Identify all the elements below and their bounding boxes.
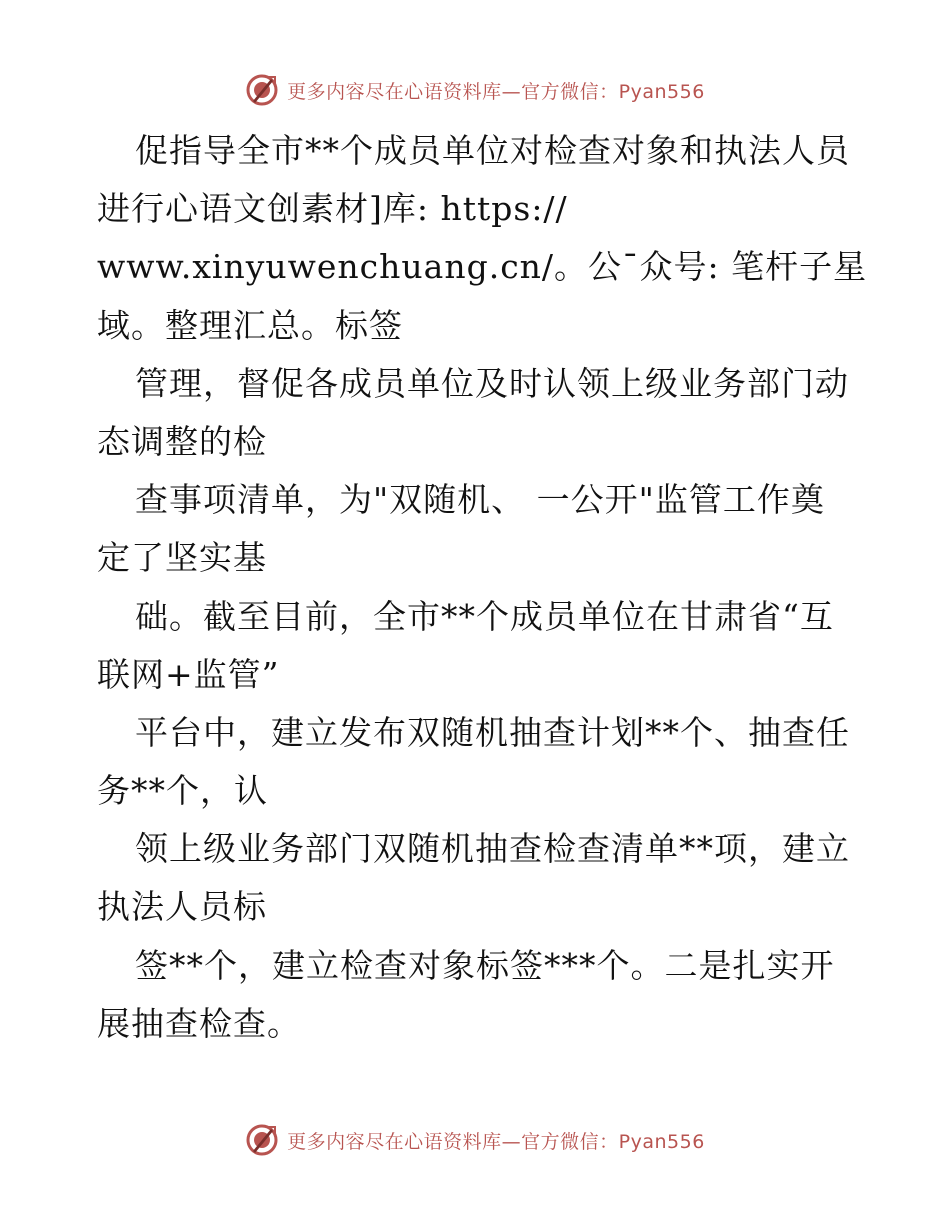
body-line: 领上级业务部门双随机抽查检查清单**项，建立: [135, 829, 850, 869]
body-line: 查事项清单，为"双随机、 一公开"监管工作奠: [135, 480, 825, 520]
header-watermark-text: 更多内容尽在心语资料库—官方微信：Pyan556: [287, 80, 705, 103]
quill-seal-icon: [245, 1123, 279, 1157]
header-watermark: [0, 70, 950, 110]
quill-seal-icon: [245, 73, 279, 107]
body-line: www.xinyuwenchuang.cn/。公¯众号: 笔杆子星: [97, 247, 868, 287]
body-line: 展抽查检查。: [97, 1003, 301, 1043]
body-line: 签**个，建立检查对象标签***个。二是扎实开: [135, 945, 835, 985]
body-line: 联网+监管”: [97, 654, 280, 694]
body-line: 态调整的检: [97, 421, 267, 461]
body-line: 平台中，建立发布双随机抽查计划**个、抽查任: [135, 712, 850, 752]
body-line: 域。整理汇总。标签: [97, 305, 403, 345]
body-line: 务**个，认: [97, 771, 268, 811]
footer-watermark: [0, 1120, 950, 1160]
footer-watermark-text: 更多内容尽在心语资料库—官方微信：Pyan556: [287, 1130, 705, 1153]
body-line: 管理，督促各成员单位及时认领上级业务部门动: [135, 363, 849, 403]
body-line: 进行心语文创素材]库: https://: [97, 189, 568, 229]
document-body: [97, 122, 868, 1053]
body-line: 促指导全市**个成员单位对检查对象和执法人员: [135, 131, 850, 170]
body-line: 执法人员标: [97, 887, 267, 927]
body-line: 定了坚实基: [97, 538, 267, 578]
body-line: 础。截至目前，全市**个成员单位在甘肃省“互: [135, 596, 834, 636]
